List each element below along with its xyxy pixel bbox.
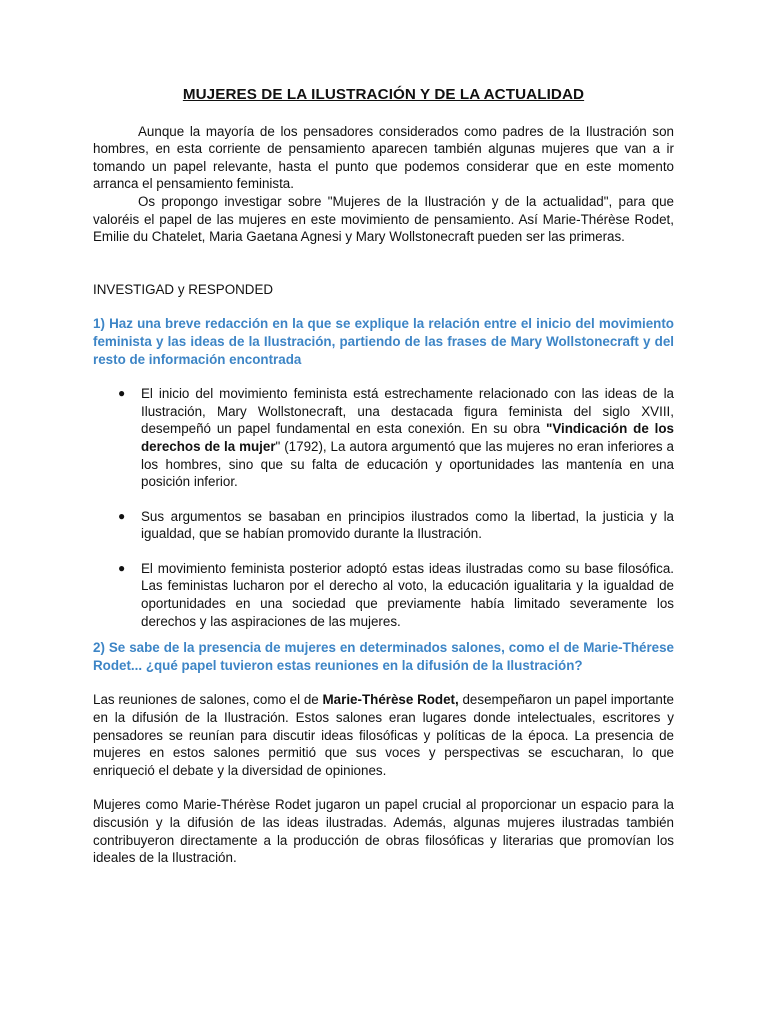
intro-paragraph-1: Aunque la mayoría de los pensadores considerados como padres de la Ilustración son hombres, en esta corriente de pensamiento aparecen también algunas mujeres que van a ir tomando un papel relevante, hasta el punto que podemos considerar que en este momento arranca el pensamiento feminista.: [93, 123, 674, 192]
section-label: INVESTIGAD y RESPONDED: [93, 281, 274, 297]
bullet-3-text: El movimiento feminista posterior adoptó estas ideas ilustradas como su base filosófica. Las feministas lucharon por el derecho al voto, la educación igualitaria y la igualdad de oportunidades en una sociedad que previamente había limitado severamente los derechos y las aspiraciones de las mujeres.: [141, 560, 674, 629]
list-item: [118, 385, 674, 491]
book-title: Vindicación de los derechos de la mujer: [141, 421, 674, 454]
bullet-icon: ●: [118, 508, 126, 523]
list-item: [118, 560, 674, 630]
list-item: [118, 508, 674, 543]
bullet-icon: ●: [118, 386, 126, 401]
bullet-1-quote-open: ": [545, 421, 553, 437]
answer-1-list: [93, 385, 674, 630]
document-title: MUJERES DE LA ILUSTRACIÓN Y DE LA ACTUALIDAD: [182, 86, 585, 103]
intro-paragraph-2: Os propongo investigar sobre "Mujeres de la Ilustración y de la actualidad", para que valoréis el papel de las mujeres en este movimiento de pensamiento. Así Marie-Thérèse Rodet, Emilie du Chatelet, Maria Gaetana Agnesi y Mary Wollstonecraft pueden ser las primeras.: [93, 193, 674, 245]
answer-2-post: desempeñaron un papel importante en la difusión de la Ilustración. Estos salones eran lugares donde intelectuales, escritores y pensadores se reunían para discutir ideas filosóficas y políticas de la época. La presencia de mujeres en estos salones permitió que sus voces y perspectivas se escucharan, lo que enriqueció el debate y la diversidad de opiniones.: [93, 692, 675, 778]
question-2: 2) Se sabe de la presencia de mujeres en determinados salones, como el de Marie-Thérese Rodet... ¿qué papel tuvieron estas reuniones en la difusión de la Ilustración?: [93, 640, 674, 673]
salon-host-name: Marie-Thérèse Rodet,: [322, 692, 459, 708]
bullet-icon: ●: [118, 560, 126, 575]
bullet-2-text: Sus argumentos se basaban en principios ilustrados como la libertad, la justicia y la igualdad, que se habían promovido durante la Ilustración.: [141, 508, 674, 542]
bullet-1-text-pre: El inicio del movimiento feminista está estrechamente relacionado con las ideas de la Ilustración, Mary Wollstonecraft, una destacada figura feminista del siglo XVIII, desempeñó un papel fundamental en esta conexión. En su obra: [141, 386, 674, 437]
answer-2-paragraph-1: [93, 691, 674, 779]
answer-2-pre: Las reuniones de salones, como el de: [93, 692, 323, 708]
answer-2-paragraph-2: Mujeres como Marie-Thérèse Rodet jugaron un papel crucial al proporcionar un espacio para la discusión y la difusión de las ideas ilustradas. Además, algunas mujeres ilustradas también contribuyeron directamente a la producción de obras filosóficas y literarias que promovían los ideales de la Ilustración.: [93, 797, 674, 866]
question-1: 1) Haz una breve redacción en la que se explique la relación entre el inicio del movimiento feminista y las ideas de la Ilustración, partiendo de las frases de Mary Wollstonecraft y del resto de información encontrada: [93, 316, 674, 367]
bullet-1-text-post: " (1792), La autora argumentó que las mujeres no eran inferiores a los hombres, sino que su falta de educación y oportunidades las mantenía en una posición inferior.: [141, 438, 674, 490]
